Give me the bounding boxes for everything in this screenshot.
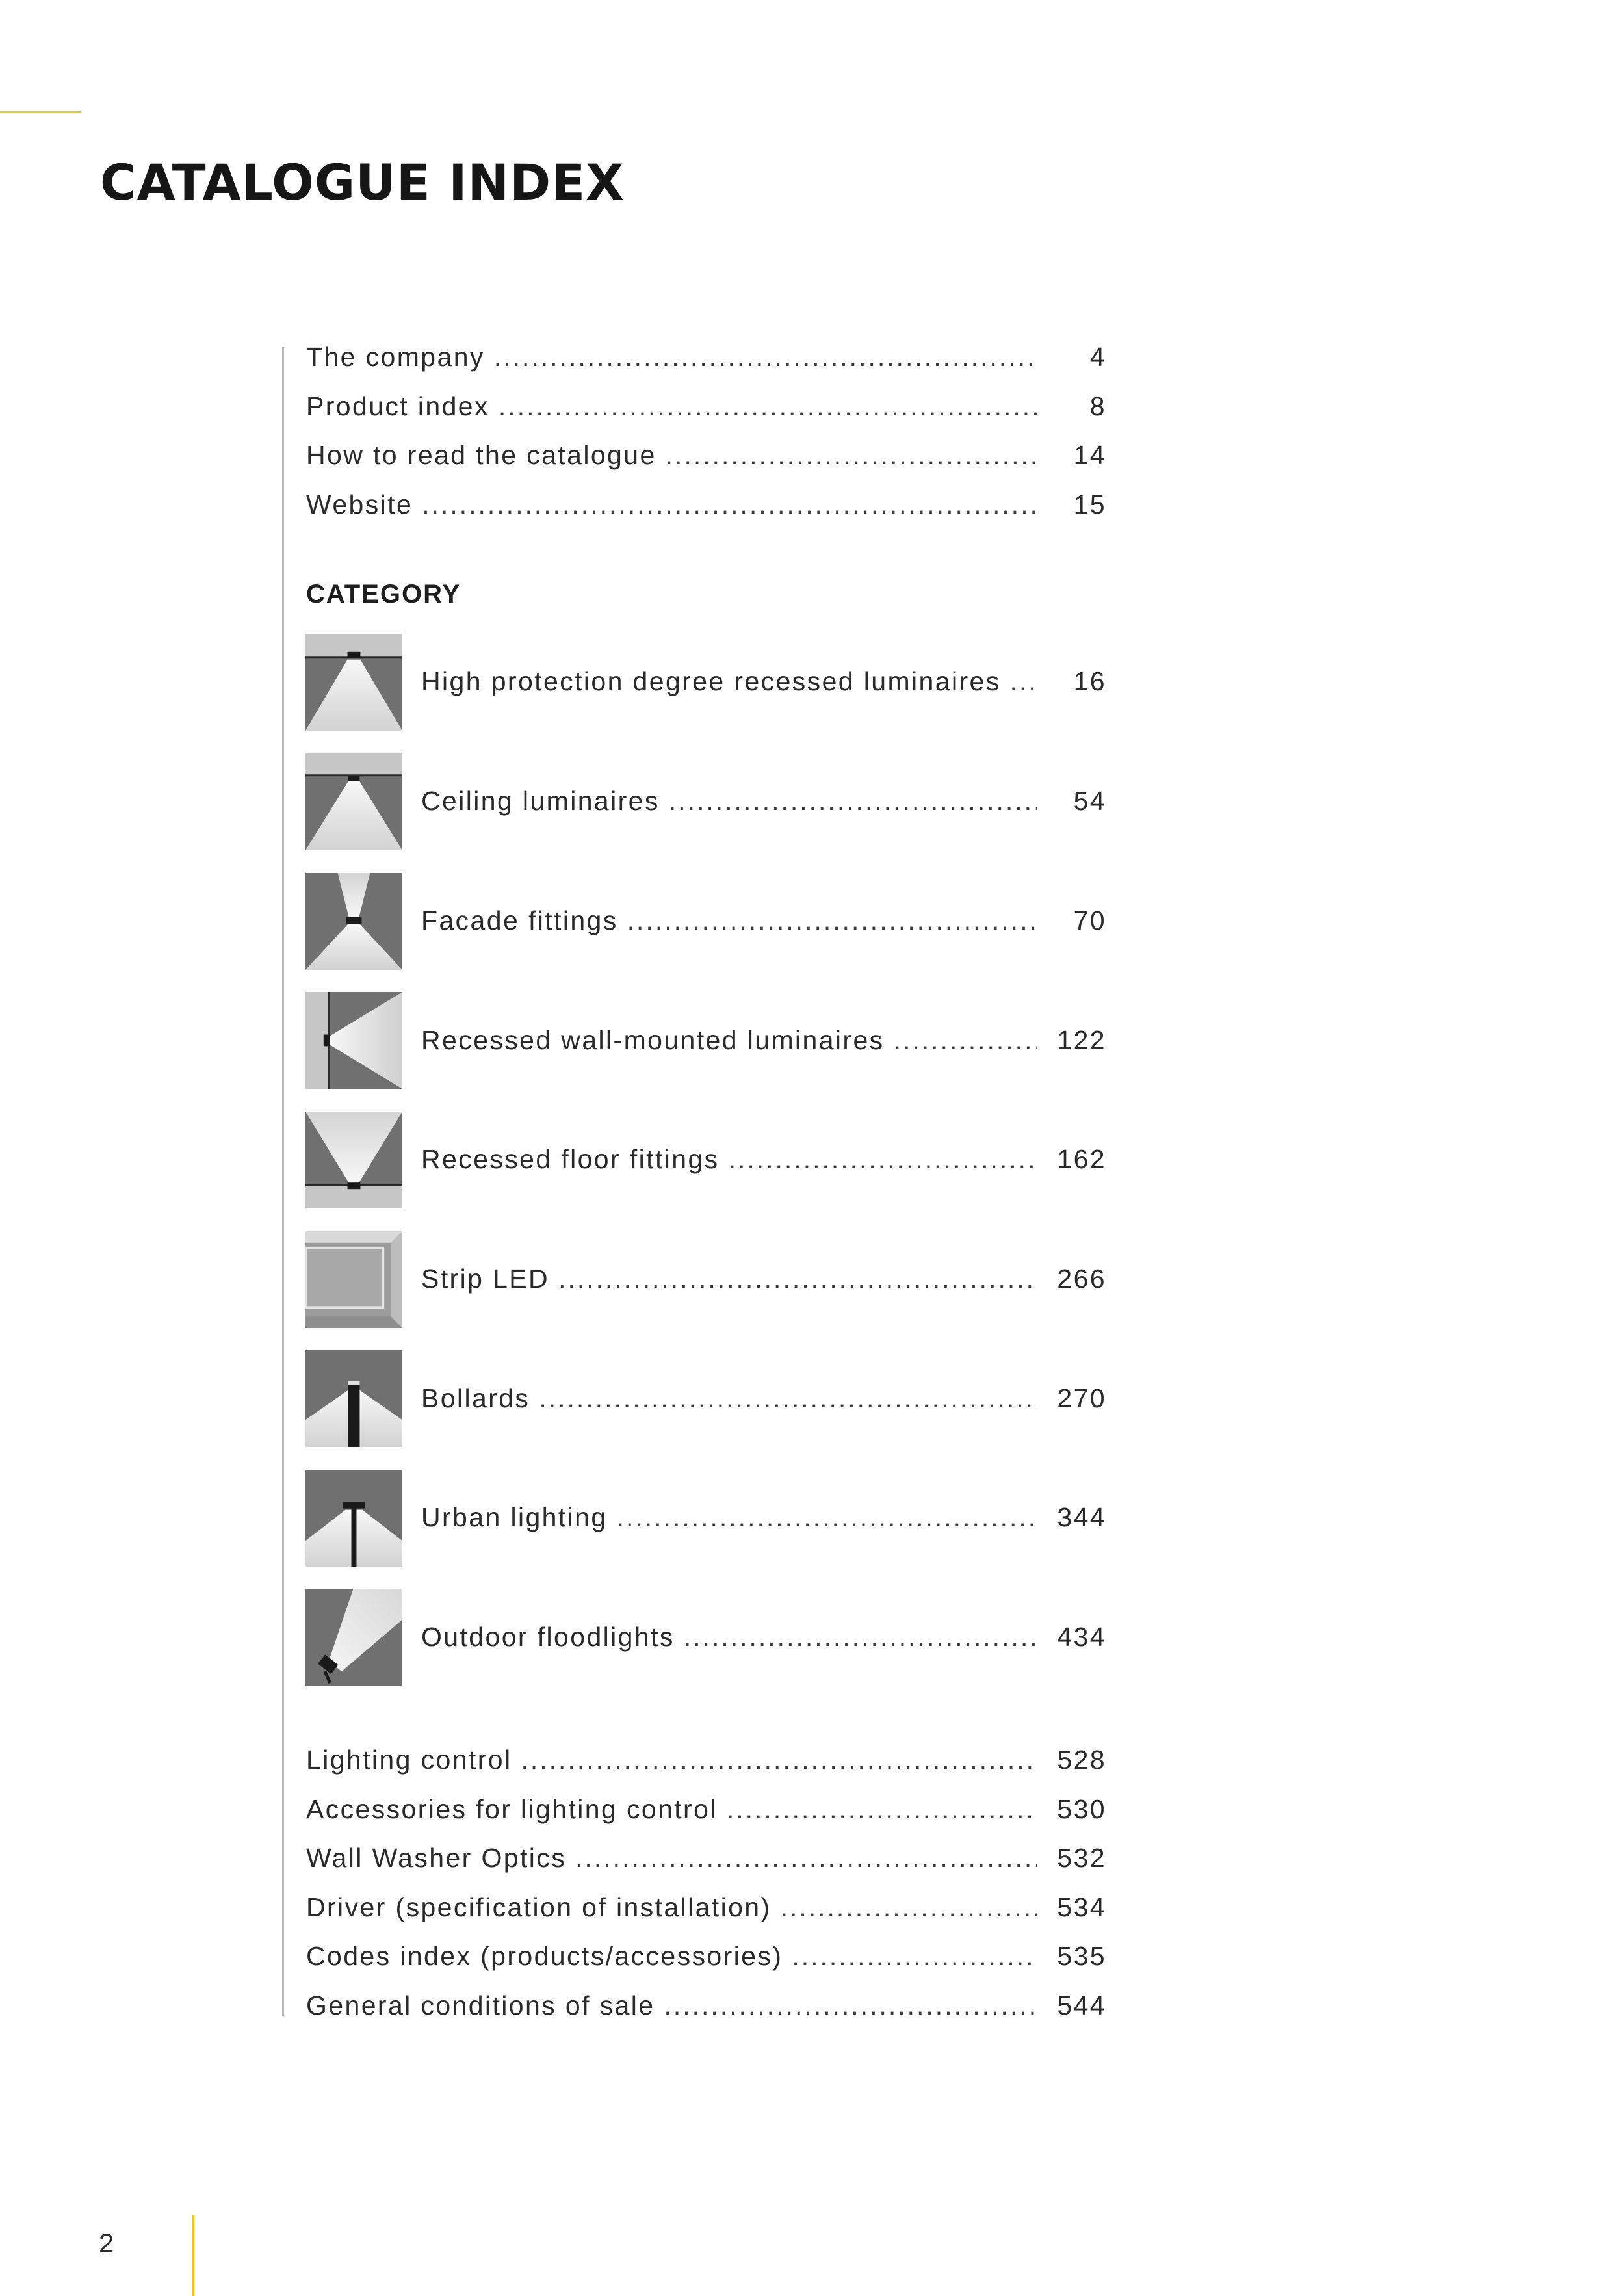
dot-leader — [422, 489, 1037, 520]
index-entry[interactable] — [306, 1790, 1106, 1829]
index-entry[interactable] — [306, 485, 1106, 524]
entry-label: Recessed floor fittings — [421, 1143, 720, 1174]
index-entry[interactable] — [306, 1888, 1106, 1927]
entry-page: 532 — [1057, 1842, 1106, 1873]
entry-page: 15 — [1073, 489, 1106, 519]
dot-leader — [499, 391, 1037, 422]
entry-page: 54 — [1073, 785, 1106, 816]
entry-page: 534 — [1057, 1892, 1106, 1922]
floodlight-icon — [305, 1589, 402, 1686]
entry-label: Facade fittings — [421, 905, 618, 935]
entry-page: 434 — [1057, 1621, 1106, 1652]
entry-label: How to read the catalogue — [306, 439, 656, 470]
category-entry[interactable] — [421, 1617, 1106, 1656]
index-vertical-rule — [282, 347, 284, 2016]
category-entry[interactable] — [421, 1498, 1106, 1537]
dot-leader — [894, 1025, 1037, 1056]
index-entry[interactable] — [306, 1937, 1106, 1976]
bollard-icon — [305, 1350, 402, 1447]
facade-fitting-icon — [305, 873, 402, 970]
index-entry[interactable] — [306, 1986, 1106, 2025]
entry-page: 266 — [1057, 1263, 1106, 1294]
entry-page: 14 — [1073, 439, 1106, 470]
entry-page: 530 — [1057, 1794, 1106, 1824]
category-entry[interactable] — [421, 901, 1106, 940]
entry-page: 270 — [1057, 1383, 1106, 1413]
urban-pole-icon — [305, 1470, 402, 1567]
ceiling-luminaire-icon — [305, 753, 402, 850]
floor-recessed-icon — [305, 1112, 402, 1208]
entry-label: Product index — [306, 391, 489, 421]
wall-recessed-icon — [305, 992, 402, 1089]
dot-leader — [664, 1990, 1037, 2021]
page-title: CATALOGUE INDEX — [100, 153, 625, 211]
entry-label: Codes index (products/accessories) — [306, 1940, 783, 1971]
dot-leader — [627, 906, 1037, 936]
index-entry[interactable] — [306, 1838, 1106, 1877]
dot-leader — [729, 1144, 1037, 1175]
category-heading: CATEGORY — [306, 580, 461, 608]
dot-leader — [684, 1622, 1037, 1652]
entry-label: Recessed wall-mounted luminaires — [421, 1024, 885, 1055]
entry-label: Wall Washer Optics — [306, 1842, 567, 1873]
entry-label: General conditions of sale — [306, 1990, 655, 2020]
entry-label: High protection degree recessed luminaires — [421, 666, 1001, 696]
recessed-downlight-icon — [305, 634, 402, 731]
page-number: 2 — [99, 2228, 114, 2258]
entry-label: Bollards — [421, 1383, 530, 1413]
entry-page: 8 — [1089, 391, 1106, 421]
dot-leader — [494, 342, 1037, 372]
entry-page: 70 — [1073, 905, 1106, 935]
entry-page: 162 — [1057, 1143, 1106, 1174]
dot-leader — [575, 1843, 1037, 1873]
index-entry[interactable] — [306, 387, 1106, 426]
entry-label: Lighting control — [306, 1744, 512, 1775]
entry-page: 544 — [1057, 1990, 1106, 2020]
dot-leader — [727, 1794, 1037, 1825]
dot-leader — [669, 786, 1037, 816]
entry-page: 122 — [1057, 1024, 1106, 1055]
category-entry[interactable] — [421, 1259, 1106, 1298]
category-entry[interactable] — [421, 1140, 1106, 1179]
entry-label: Driver (specification of installation) — [306, 1892, 772, 1922]
entry-page: 535 — [1057, 1940, 1106, 1971]
entry-label: The company — [306, 341, 485, 372]
entry-label: Website — [306, 489, 413, 519]
entry-label: Accessories for lighting control — [306, 1794, 718, 1824]
entry-page: 16 — [1073, 666, 1106, 696]
entry-page: 528 — [1057, 1744, 1106, 1775]
dot-leader — [781, 1892, 1037, 1923]
index-entry[interactable] — [306, 436, 1106, 475]
category-entry[interactable] — [421, 781, 1106, 820]
strip-led-icon — [305, 1231, 402, 1328]
entry-page: 344 — [1057, 1502, 1106, 1532]
dot-leader — [521, 1745, 1037, 1775]
entry-label: Urban lighting — [421, 1502, 608, 1532]
dot-leader — [792, 1941, 1037, 1972]
top-accent-line — [0, 111, 81, 113]
entry-label: Ceiling luminaires — [421, 785, 660, 816]
category-entry[interactable] — [421, 1379, 1106, 1418]
dot-leader — [666, 440, 1037, 471]
entry-label: Outdoor floodlights — [421, 1621, 675, 1652]
dot-leader — [539, 1383, 1037, 1414]
index-entry[interactable] — [306, 337, 1106, 376]
bottom-accent-line — [192, 2215, 194, 2296]
entry-page: 4 — [1089, 341, 1106, 372]
category-entry[interactable] — [421, 1021, 1106, 1060]
dot-leader — [1010, 666, 1037, 697]
category-entry[interactable] — [421, 662, 1106, 701]
dot-leader — [558, 1264, 1037, 1294]
dot-leader — [617, 1502, 1037, 1533]
index-entry[interactable] — [306, 1740, 1106, 1779]
entry-label: Strip LED — [421, 1263, 550, 1294]
